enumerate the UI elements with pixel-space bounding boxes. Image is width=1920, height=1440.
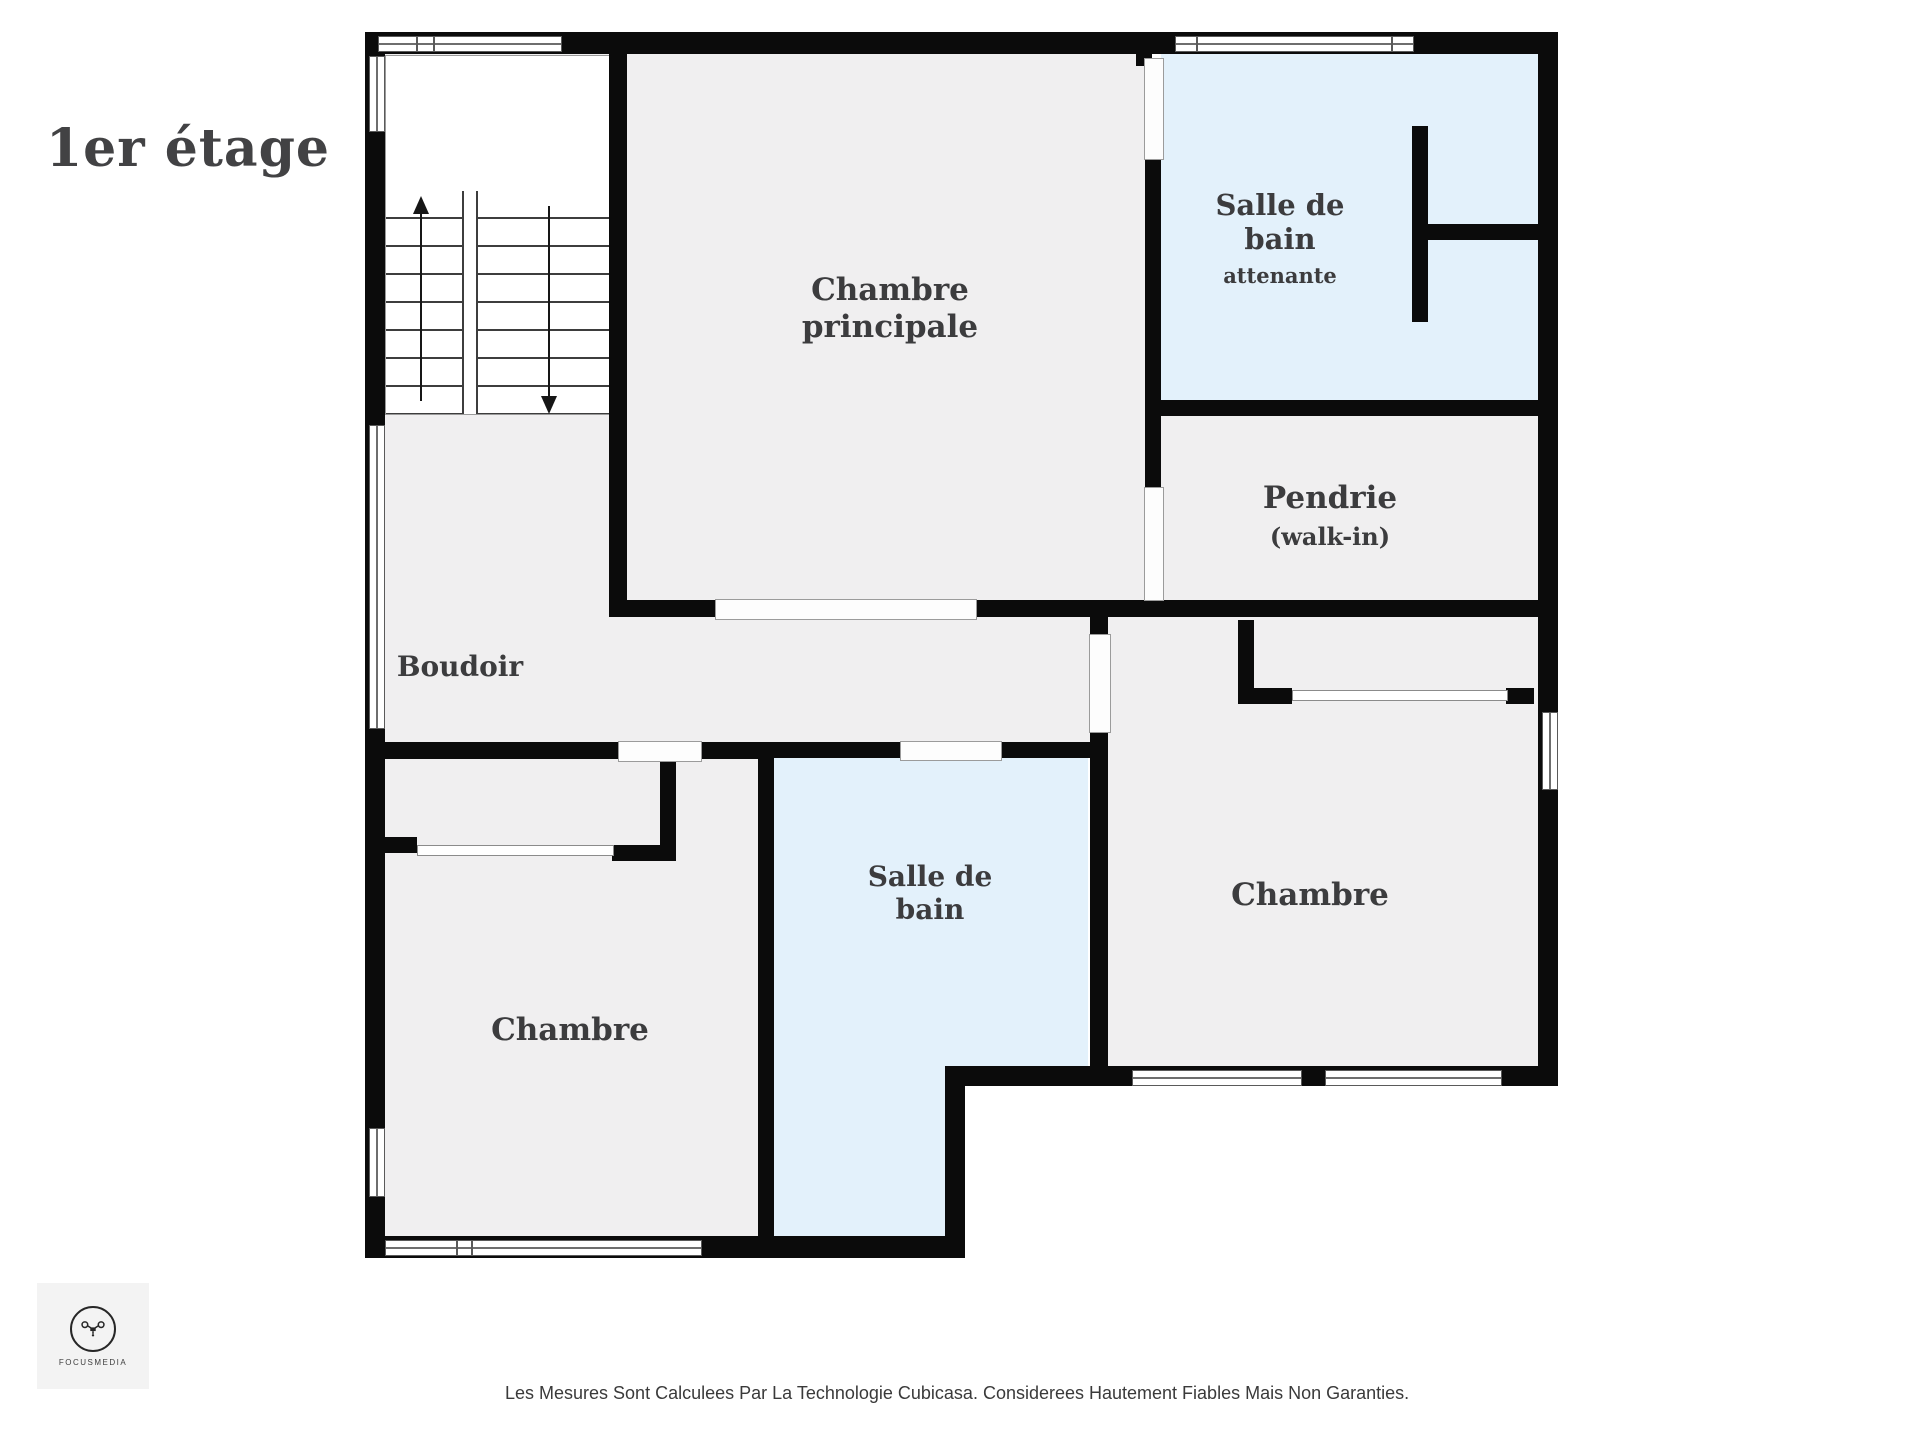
wall-bain-top-a bbox=[774, 742, 900, 758]
window-top-right bbox=[1175, 36, 1414, 52]
drone-icon bbox=[70, 1306, 116, 1352]
wall-pillar bbox=[1506, 688, 1534, 704]
wall-ensuite-bottom bbox=[1145, 400, 1538, 416]
wall-closet-gauche-foot bbox=[612, 845, 676, 861]
staircase bbox=[385, 55, 611, 415]
window-bottom-right-b bbox=[1325, 1070, 1502, 1086]
wall-bain-chambre-divider bbox=[1090, 731, 1108, 1086]
wall-bain-top-b bbox=[1000, 742, 1090, 758]
wall-closet-gauche-vert bbox=[660, 759, 676, 859]
door-opening-boudoir bbox=[618, 741, 702, 762]
room-label-chambre-principale: Chambre principale bbox=[801, 272, 979, 345]
wall-outer-right bbox=[1538, 32, 1558, 1086]
window-left-lower bbox=[369, 1128, 385, 1197]
room-label-main: Pendrie bbox=[1262, 480, 1398, 516]
stair-up-arrow-shaft bbox=[420, 213, 422, 401]
door-opening-corridor bbox=[715, 599, 977, 620]
wall-left-stub bbox=[385, 837, 417, 853]
window-top-left bbox=[378, 36, 562, 52]
door-opening-ensuite bbox=[1144, 58, 1164, 160]
room-label-sub: attenante bbox=[1223, 263, 1337, 289]
room-label-chambre-droite: Chambre bbox=[1231, 877, 1389, 913]
wall-corridor-top bbox=[975, 600, 1538, 617]
door-opening-pendrie bbox=[1144, 487, 1164, 601]
wall-pendrie-left bbox=[1145, 416, 1161, 491]
wall-step-vertical bbox=[945, 1068, 965, 1258]
window-left-boudoir bbox=[369, 425, 385, 729]
stair-landing bbox=[386, 56, 610, 191]
focusmedia-logo bbox=[37, 1283, 149, 1389]
disclaimer-text: Les Mesures Sont Calculees Par La Technologie Cubicasa. Considerees Hautement Fiables Mais Non Garanties. bbox=[505, 1383, 1410, 1403]
door-opening-chambre-droite bbox=[1089, 634, 1111, 733]
room-label-pendrie bbox=[1220, 480, 1440, 553]
wall-boudoir-bottom-a bbox=[385, 742, 618, 759]
stair-down-arrow-icon bbox=[541, 396, 557, 414]
room-floor-chambre-gauche bbox=[385, 758, 774, 1240]
room-floor-chambre-droite bbox=[1108, 617, 1538, 1066]
wall-ensuite-t-stub bbox=[1428, 224, 1538, 240]
wall-stair-principale bbox=[609, 54, 627, 617]
page-title: 1er étage bbox=[46, 118, 331, 179]
window-right bbox=[1542, 712, 1558, 790]
wall-closet-droite-foot bbox=[1238, 688, 1292, 704]
stair-flight-divider bbox=[462, 191, 478, 414]
door-line-closet-droite bbox=[1292, 690, 1508, 701]
wall-bain-left bbox=[758, 742, 774, 1240]
room-label-chambre-gauche: Chambre bbox=[491, 1012, 649, 1048]
room-label-salle-de-bain-attenante bbox=[1195, 188, 1365, 291]
logo-text: FOCUSMEDIA bbox=[58, 1357, 128, 1367]
wall-boudoir-bottom-b bbox=[700, 742, 758, 759]
stair-down-arrow-shaft bbox=[548, 206, 550, 397]
room-label-boudoir: Boudoir bbox=[396, 650, 524, 683]
room-floor-boudoir bbox=[385, 413, 1090, 758]
window-bottom-left bbox=[385, 1240, 702, 1256]
stair-up-arrow-icon bbox=[413, 196, 429, 214]
room-label-main: Salle de bain bbox=[1215, 188, 1345, 257]
door-line-closet-gauche bbox=[417, 845, 614, 856]
wall-ensuite-left bbox=[1145, 160, 1161, 416]
wall-ensuite-t-vertical bbox=[1412, 126, 1428, 322]
window-bottom-right-a bbox=[1132, 1070, 1302, 1086]
door-opening-salle-de-bain bbox=[900, 741, 1002, 761]
room-floor-salle-de-bain-strip bbox=[774, 1068, 945, 1240]
wall-principale-foot bbox=[609, 600, 715, 617]
window-left-upper bbox=[369, 56, 385, 132]
room-label-salle-de-bain: Salle de bain bbox=[867, 860, 993, 927]
wall-divider-stub bbox=[1090, 617, 1108, 634]
room-label-sub: (walk-in) bbox=[1269, 521, 1391, 551]
